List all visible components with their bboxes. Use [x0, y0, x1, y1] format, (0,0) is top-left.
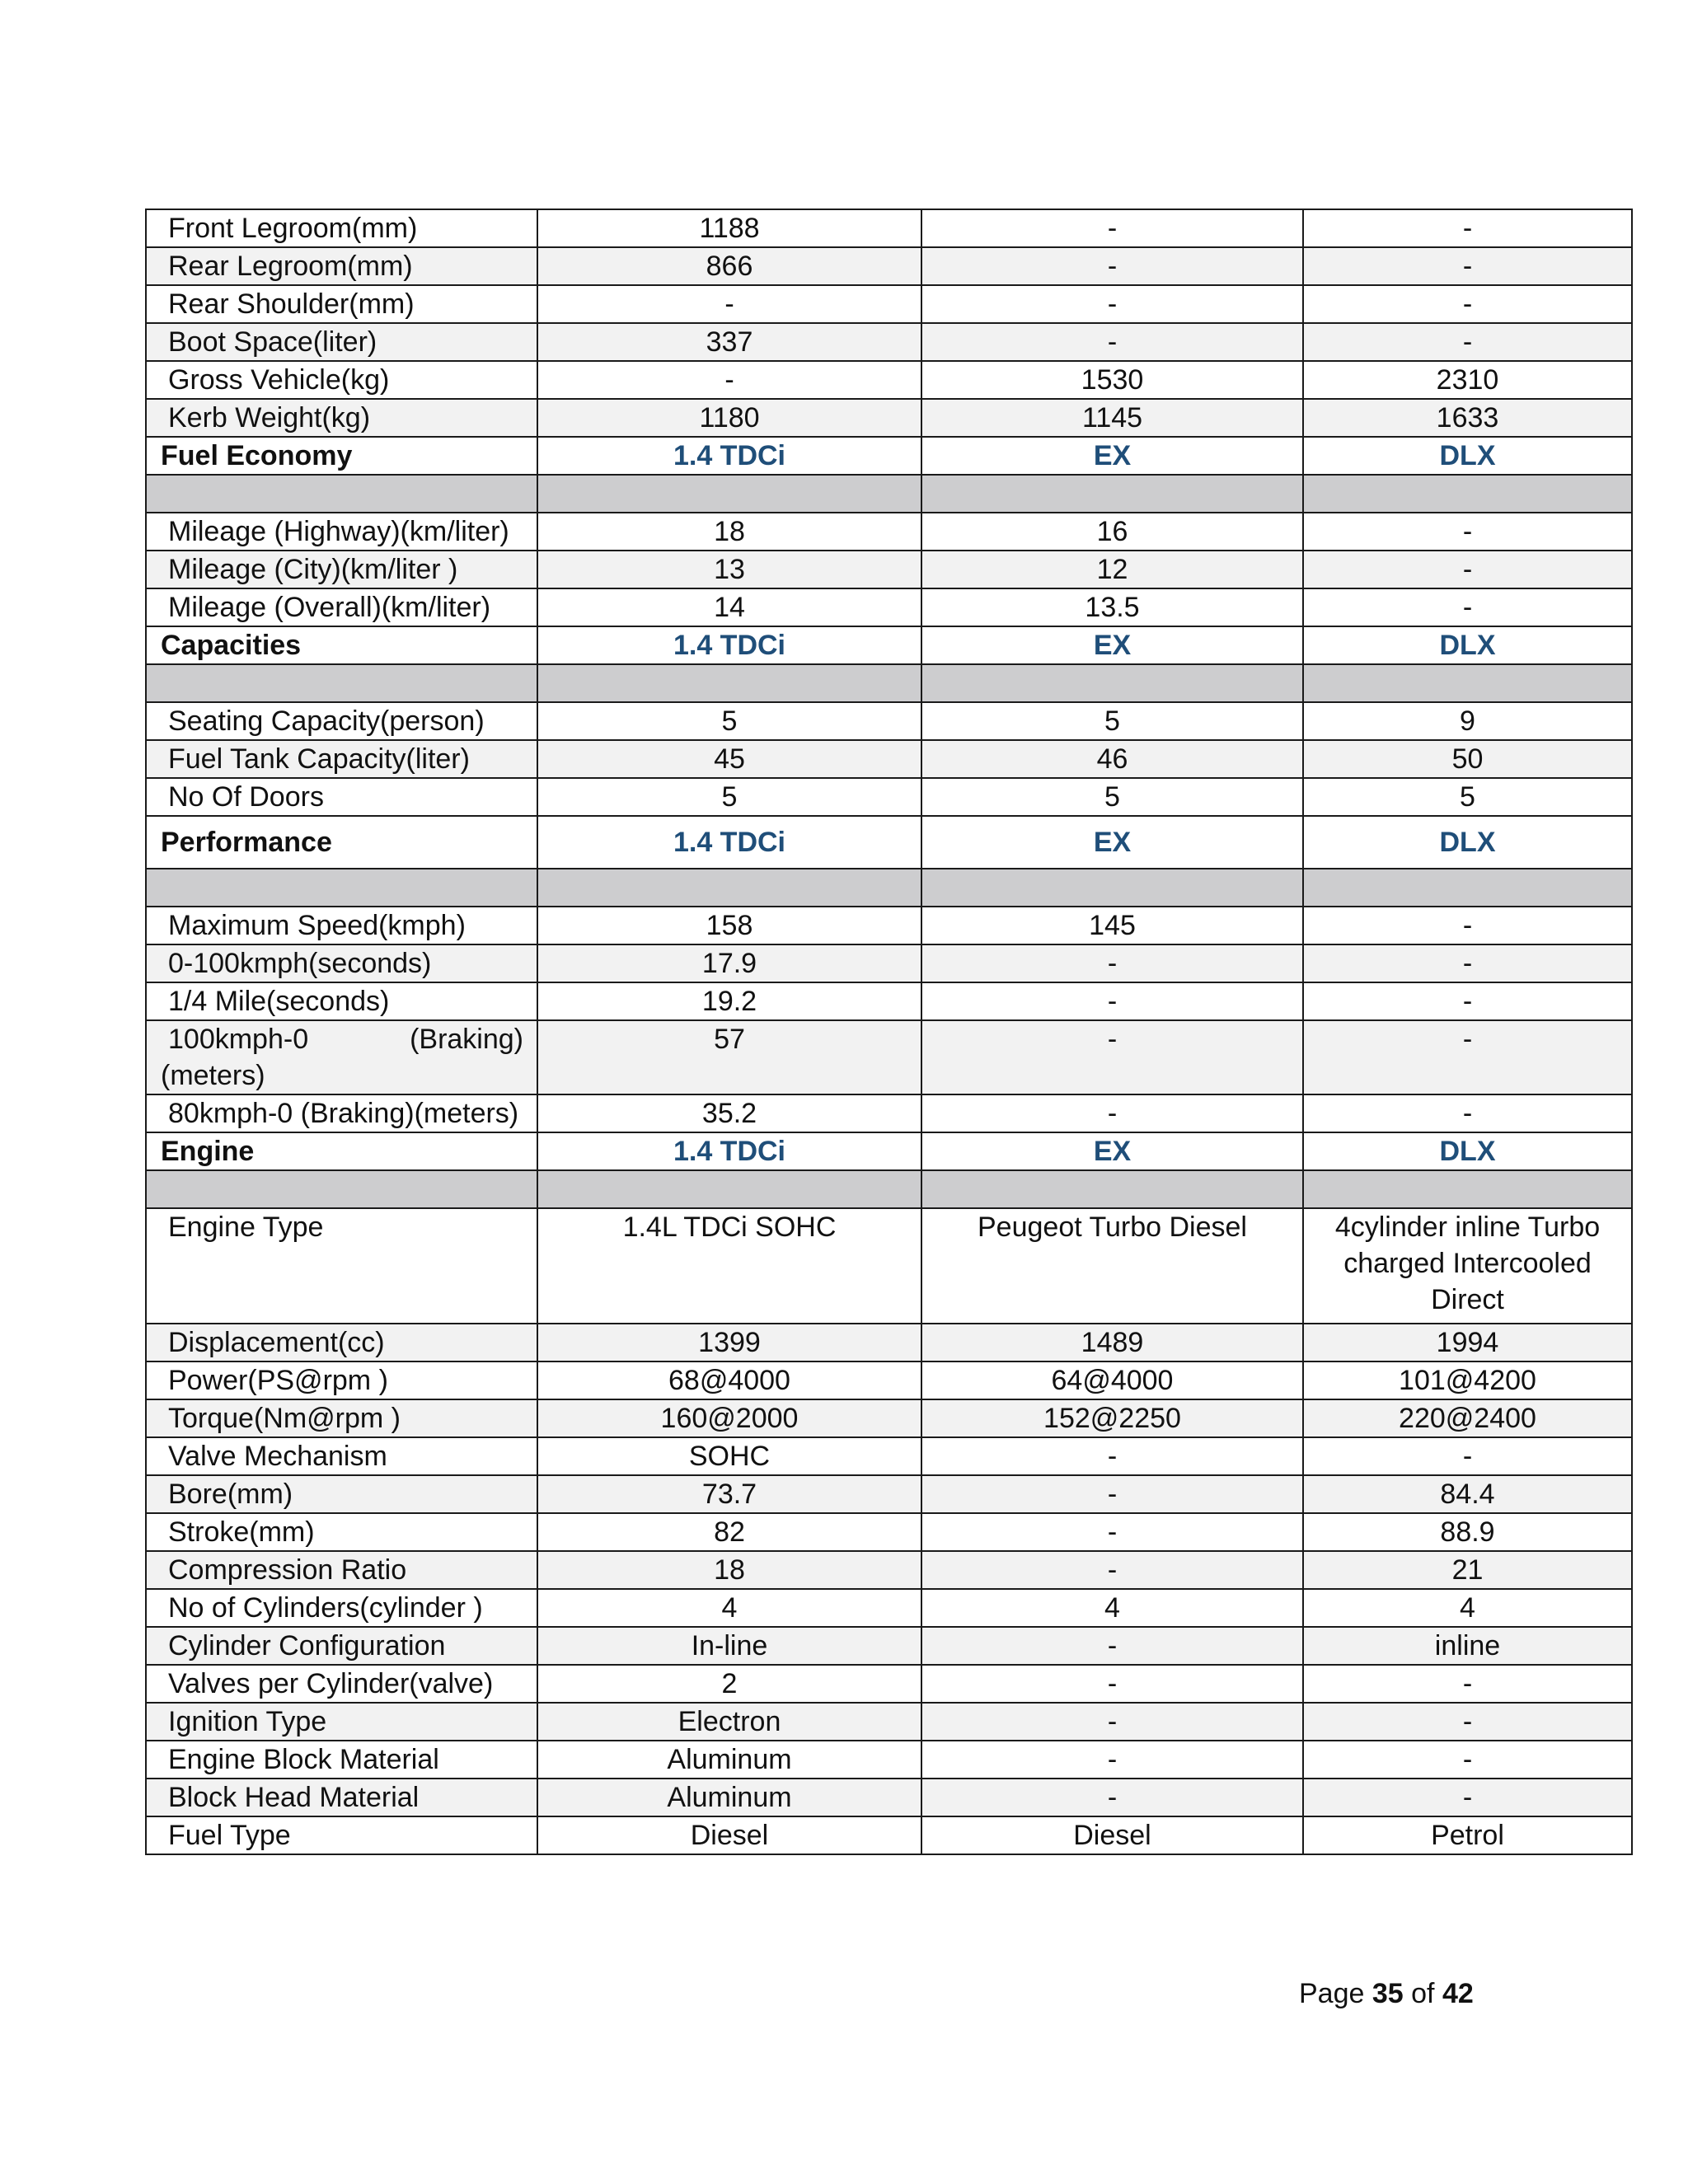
row-label: Mileage (Highway)(km/liter) [146, 513, 537, 551]
row-value: SOHC [537, 1437, 921, 1475]
variant-header: DLX [1303, 1132, 1632, 1170]
table-row [146, 1361, 1632, 1399]
table-row [146, 1741, 1632, 1779]
row-value: 4 [921, 1589, 1303, 1627]
row-value: 866 [537, 247, 921, 285]
row-value: 68@4000 [537, 1361, 921, 1399]
row-value: 50 [1303, 740, 1632, 778]
row-label: 80kmph-0 (Braking)(meters) [146, 1094, 537, 1132]
row-value: - [1303, 513, 1632, 551]
section-header-row [146, 816, 1632, 869]
row-value: - [1303, 1741, 1632, 1779]
table-row [146, 209, 1632, 247]
spacer-cell [146, 664, 537, 702]
row-value: 5 [537, 702, 921, 740]
row-value: 160@2000 [537, 1399, 921, 1437]
variant-header: EX [921, 816, 1303, 869]
row-value: - [921, 1094, 1303, 1132]
spacer-cell [537, 664, 921, 702]
row-label: Compression Ratio [146, 1551, 537, 1589]
row-value: 45 [537, 740, 921, 778]
variant-header: EX [921, 437, 1303, 475]
row-value: 82 [537, 1513, 921, 1551]
row-value: 337 [537, 323, 921, 361]
row-label: Rear Legroom(mm) [146, 247, 537, 285]
table-row [146, 907, 1632, 944]
row-value: 46 [921, 740, 1303, 778]
row-value: 88.9 [1303, 1513, 1632, 1551]
row-label [146, 1020, 537, 1094]
variant-header: EX [921, 626, 1303, 664]
table-row [146, 323, 1632, 361]
row-value: 1188 [537, 209, 921, 247]
table-row [146, 285, 1632, 323]
section-header-row [146, 1132, 1632, 1170]
row-label: Boot Space(liter) [146, 323, 537, 361]
table-row [146, 399, 1632, 437]
row-value: Aluminum [537, 1779, 921, 1816]
row-value: 5 [921, 778, 1303, 816]
row-label: Kerb Weight(kg) [146, 399, 537, 437]
row-value: Electron [537, 1703, 921, 1741]
row-value: - [1303, 1094, 1632, 1132]
row-value: 64@4000 [921, 1361, 1303, 1399]
row-value: 4cylinder inline Turbo charged Intercooled Direct [1303, 1208, 1632, 1324]
table-row [146, 1324, 1632, 1361]
row-value: - [921, 944, 1303, 982]
row-value: - [1303, 982, 1632, 1020]
row-value: 5 [1303, 778, 1632, 816]
spacer-cell [921, 664, 1303, 702]
row-label: Fuel Tank Capacity(liter) [146, 740, 537, 778]
row-value: 4 [537, 1589, 921, 1627]
row-value: - [1303, 285, 1632, 323]
section-spacer-row [146, 475, 1632, 513]
row-value: - [921, 1475, 1303, 1513]
spacer-cell [921, 869, 1303, 907]
table-row [146, 1437, 1632, 1475]
spacer-cell [1303, 475, 1632, 513]
row-value: 1399 [537, 1324, 921, 1361]
table-row [146, 1513, 1632, 1551]
row-label: Cylinder Configuration [146, 1627, 537, 1665]
section-header-row [146, 437, 1632, 475]
section-title: Capacities [146, 626, 537, 664]
row-value: - [1303, 1020, 1632, 1094]
row-label: No Of Doors [146, 778, 537, 816]
row-label-part: 100kmph-0 [168, 1024, 309, 1055]
row-value: 17.9 [537, 944, 921, 982]
row-value: 1633 [1303, 399, 1632, 437]
spacer-cell [1303, 1170, 1632, 1208]
row-value: - [1303, 247, 1632, 285]
section-header-row [146, 626, 1632, 664]
table-row [146, 1703, 1632, 1741]
row-value: 101@4200 [1303, 1361, 1632, 1399]
row-value: 9 [1303, 702, 1632, 740]
section-spacer-row [146, 869, 1632, 907]
page-total: 42 [1442, 1978, 1474, 2009]
row-value: - [1303, 551, 1632, 588]
table-row [146, 702, 1632, 740]
row-label: 1/4 Mile(seconds) [146, 982, 537, 1020]
row-value: 1489 [921, 1324, 1303, 1361]
variant-header: 1.4 TDCi [537, 1132, 921, 1170]
table-row [146, 1020, 1632, 1094]
page-of: of [1411, 1978, 1435, 2009]
table-row [146, 1816, 1632, 1854]
row-value: - [921, 1665, 1303, 1703]
variant-header: DLX [1303, 626, 1632, 664]
row-value: 220@2400 [1303, 1399, 1632, 1437]
row-value: - [537, 361, 921, 399]
table-row [146, 1665, 1632, 1703]
row-value: - [1303, 323, 1632, 361]
table-row [146, 1399, 1632, 1437]
table-row [146, 1208, 1632, 1324]
variant-header: DLX [1303, 437, 1632, 475]
variant-header: EX [921, 1132, 1303, 1170]
row-label: Displacement(cc) [146, 1324, 537, 1361]
row-label: Mileage (Overall)(km/liter) [146, 588, 537, 626]
row-value: Peugeot Turbo Diesel [921, 1208, 1303, 1324]
variant-header: DLX [1303, 816, 1632, 869]
row-value: 1.4L TDCi SOHC [537, 1208, 921, 1324]
row-value: 1530 [921, 361, 1303, 399]
spec-table [145, 209, 1633, 1855]
row-value: 84.4 [1303, 1475, 1632, 1513]
row-value: 14 [537, 588, 921, 626]
row-value: 57 [537, 1020, 921, 1094]
row-value: 12 [921, 551, 1303, 588]
variant-header: 1.4 TDCi [537, 437, 921, 475]
row-label: No of Cylinders(cylinder ) [146, 1589, 537, 1627]
row-value: - [537, 285, 921, 323]
row-value: In-line [537, 1627, 921, 1665]
row-value: 18 [537, 1551, 921, 1589]
row-label-line: (meters) [161, 1060, 265, 1091]
row-value: - [921, 982, 1303, 1020]
row-label: Seating Capacity(person) [146, 702, 537, 740]
row-value: Diesel [537, 1816, 921, 1854]
table-row [146, 1094, 1632, 1132]
spacer-cell [537, 869, 921, 907]
table-row [146, 361, 1632, 399]
row-value: 1145 [921, 399, 1303, 437]
table-row [146, 588, 1632, 626]
section-spacer-row [146, 664, 1632, 702]
row-value: 4 [1303, 1589, 1632, 1627]
row-label: Block Head Material [146, 1779, 537, 1816]
row-label: Engine Block Material [146, 1741, 537, 1779]
row-value: - [921, 1020, 1303, 1094]
spacer-cell [537, 1170, 921, 1208]
table-row [146, 982, 1632, 1020]
row-value: - [921, 1551, 1303, 1589]
table-row [146, 740, 1632, 778]
row-value: - [921, 209, 1303, 247]
row-value: 21 [1303, 1551, 1632, 1589]
section-title: Engine [146, 1132, 537, 1170]
spacer-cell [1303, 869, 1632, 907]
row-label: Ignition Type [146, 1703, 537, 1741]
table-row [146, 1627, 1632, 1665]
row-value: - [1303, 588, 1632, 626]
table-row [146, 944, 1632, 982]
row-value: - [1303, 1665, 1632, 1703]
row-label: Mileage (City)(km/liter ) [146, 551, 537, 588]
row-value: inline [1303, 1627, 1632, 1665]
row-label: Stroke(mm) [146, 1513, 537, 1551]
row-value: - [1303, 1437, 1632, 1475]
table-row [146, 778, 1632, 816]
row-label: Gross Vehicle(kg) [146, 361, 537, 399]
row-value: - [921, 323, 1303, 361]
row-value: 152@2250 [921, 1399, 1303, 1437]
row-value: 1994 [1303, 1324, 1632, 1361]
table-row [146, 1589, 1632, 1627]
row-label: Maximum Speed(kmph) [146, 907, 537, 944]
row-label: Power(PS@rpm ) [146, 1361, 537, 1399]
row-value: 1180 [537, 399, 921, 437]
spacer-cell [921, 475, 1303, 513]
row-label: Fuel Type [146, 1816, 537, 1854]
variant-header: 1.4 TDCi [537, 816, 921, 869]
spacer-cell [921, 1170, 1303, 1208]
row-value: 13.5 [921, 588, 1303, 626]
row-value: - [921, 247, 1303, 285]
row-value: 5 [537, 778, 921, 816]
row-value: Petrol [1303, 1816, 1632, 1854]
spacer-cell [146, 869, 537, 907]
row-label: Torque(Nm@rpm ) [146, 1399, 537, 1437]
row-value: 145 [921, 907, 1303, 944]
table-row [146, 247, 1632, 285]
variant-header: 1.4 TDCi [537, 626, 921, 664]
row-label: Rear Shoulder(mm) [146, 285, 537, 323]
row-value: 19.2 [537, 982, 921, 1020]
section-title: Performance [146, 816, 537, 869]
row-value: - [921, 1779, 1303, 1816]
page-prefix: Page [1299, 1978, 1365, 2009]
row-value: 5 [921, 702, 1303, 740]
row-value: - [1303, 209, 1632, 247]
row-value: - [921, 1703, 1303, 1741]
page-number: 35 [1372, 1978, 1404, 2009]
row-value: - [921, 1513, 1303, 1551]
row-value: Diesel [921, 1816, 1303, 1854]
row-value: 158 [537, 907, 921, 944]
spacer-cell [146, 475, 537, 513]
table-row [146, 1551, 1632, 1589]
page-footer [1299, 1978, 1474, 2010]
row-label: 0-100kmph(seconds) [146, 944, 537, 982]
table-row [146, 1475, 1632, 1513]
row-label-line [168, 1021, 537, 1057]
row-value: - [921, 285, 1303, 323]
row-value: 16 [921, 513, 1303, 551]
row-label: Front Legroom(mm) [146, 209, 537, 247]
row-label: Engine Type [146, 1208, 537, 1324]
spec-table-body [146, 209, 1632, 1854]
row-value: 2310 [1303, 361, 1632, 399]
row-value: 73.7 [537, 1475, 921, 1513]
row-label: Valve Mechanism [146, 1437, 537, 1475]
row-label-part: (Braking) [410, 1024, 523, 1055]
table-row [146, 513, 1632, 551]
row-value: - [921, 1741, 1303, 1779]
section-title: Fuel Economy [146, 437, 537, 475]
row-value: - [921, 1437, 1303, 1475]
section-spacer-row [146, 1170, 1632, 1208]
row-value: 35.2 [537, 1094, 921, 1132]
spacer-cell [537, 475, 921, 513]
row-label: Bore(mm) [146, 1475, 537, 1513]
row-value: Aluminum [537, 1741, 921, 1779]
row-value: - [921, 1627, 1303, 1665]
table-row [146, 1779, 1632, 1816]
spacer-cell [1303, 664, 1632, 702]
row-value: - [1303, 944, 1632, 982]
row-value: 13 [537, 551, 921, 588]
row-value: - [1303, 907, 1632, 944]
table-row [146, 551, 1632, 588]
row-label: Valves per Cylinder(valve) [146, 1665, 537, 1703]
spacer-cell [146, 1170, 537, 1208]
row-value: 18 [537, 513, 921, 551]
row-value: - [1303, 1703, 1632, 1741]
row-value: 2 [537, 1665, 921, 1703]
row-value: - [1303, 1779, 1632, 1816]
